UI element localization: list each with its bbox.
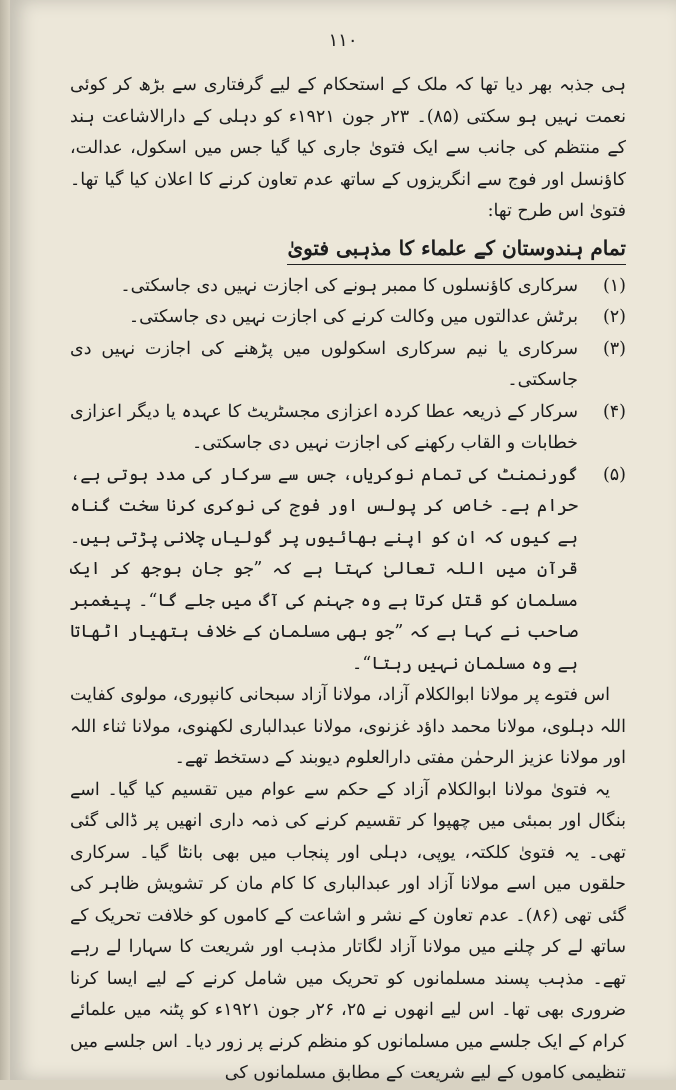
fatwa-item — [70, 302, 626, 334]
fatwa-item-number: (۴) — [602, 401, 626, 422]
fatwa-item — [70, 460, 626, 681]
closing-paragraph: یہ فتویٰ مولانا ابوالکلام آزاد کے حکم سے عوام میں تقسیم کیا گیا۔ اسے بنگال اور بمبئی میں چھپوا کر تقسیم کرنے کی ذمہ داری انھیں پر ڈالی گئی تھی۔ یہ فتویٰ کلکتہ، یوپی، دہلی اور پنجاب میں بھی بانٹا گیا۔ سرکاری حلقوں میں اسے مولانا آزاد اور عبدالباری کا کام مان کر تشویش ظاہر کی گئی تھی (۸۶)۔ عدم تعاون کے نشر و اشاعت کے کاموں کو خلافت تحریک کے ساتھ لے کر چلنے میں مولانا آزاد لگاتار مذہب اور شریعت کا سہارا لے رہے تھے۔ مذہب پسند مسلمانوں کو تحریک میں شامل کرنے کے لیے ایسا کرنا ضروری بھی تھا۔ اس لیے انھوں نے ۲۵، ۲۶ر جون ۱۹۲۱ء کو پٹنہ میں علمائے کرام کے ایک جلسے میں مسلمانوں کو منظم کرنے پر زور دیا۔ اس جلسے میں تنظیمی کاموں کے لیے شریعت کے مطابق مسلمانوں کی — [70, 779, 627, 1083]
book-gutter — [0, 0, 10, 1080]
fatwa-item-text: سرکاری یا نیم سرکاری اسکولوں میں پڑھنے کی اجازت نہیں دی جاسکتی۔ — [70, 338, 578, 390]
fatwa-heading: تمام ہندوستان کے علماء کا مذہبی فتویٰ — [287, 232, 626, 265]
fatwa-item — [70, 271, 626, 303]
fatwa-list — [70, 271, 626, 681]
book-page — [10, 0, 676, 1083]
fatwa-item-text: سرکار کے ذریعہ عطا کردہ اعزازی مجسٹریٹ کا عہدہ یا دیگر اعزازی خطابات و القاب رکھنے کی اجازت نہیں دی جاسکتی۔ — [70, 401, 578, 453]
fatwa-item — [70, 334, 626, 397]
fatwa-heading-wrapper — [70, 228, 626, 271]
intro-paragraph: ہی جذبہ بھر دیا تھا کہ ملک کے استحکام کے لیے گرفتاری سے بڑھ کر کوئی نعمت نہیں ہو سکتی (۸۵)۔ ۲۳ر جون ۱۹۲۱ء کو دہلی کے دارالاشاعت ہند کے منتظم کی جانب سے ایک فتویٰ جاری کیا گیا جس میں اسکول، عدالت، کاؤنسل اور فوج سے انگریزوں کے ساتھ عدم تعاون کرنے کا اعلان کیا گیا تھا۔ فتویٰ اس طرح تھا: — [70, 75, 626, 221]
page-number: ۱۱۰ — [328, 30, 358, 51]
fatwa-item-number: (۱) — [602, 275, 626, 296]
fatwa-item-text: سرکاری کاؤنسلوں کا ممبر ہونے کی اجازت نہیں دی جاسکتی۔ — [120, 275, 578, 296]
signers-paragraph: اس فتوے پر مولانا ابوالکلام آزاد، مولانا آزاد سبحانی کانپوری، مولوی کفایت اللہ دہلوی، مولانا محمد داؤد غزنوی، مولانا عبدالباری لکھنوی، مولانا ثناء اللہ اور مولانا عزیز الرحمٰن مفتی دارالعلوم دیوبند کے دستخط تھے۔ — [70, 685, 626, 768]
fatwa-item — [70, 397, 626, 460]
fatwa-item-number: (۵) — [602, 464, 626, 485]
fatwa-item-text: برٹش عدالتوں میں وکالت کرنے کی اجازت نہیں دی جاسکتی۔ — [128, 307, 578, 327]
fatwa-item-number: (۲) — [602, 307, 626, 327]
fatwa-item-number: (۳) — [602, 338, 626, 359]
page-content — [70, 70, 626, 1090]
fatwa-item-text: گورنمنٹ کی تمام نوکریاں، جس سے سرکار کی مدد ہوتی ہے، حرام ہے۔ خاص کر پولس اور فوج کی نوکری کرنا سخت گناہ ہے کیوں کہ ان کو اپنے بھائیوں پر گولیاں چلانی پڑتی ہیں۔ قرآن میں اللہ تعالیٰ کہتا ہے کہ ”جو جان بوجھ کر ایک مسلمان کو قتل کرتا ہے وہ جہنم کی آگ میں جلے گا“۔ پیغمبر صاحب نے کہا ہے کہ ”جو بھی مسلمان کے خلاف ہتھیار اٹھاتا ہے وہ مسلمان نہیں رہتا“۔ — [70, 464, 578, 674]
